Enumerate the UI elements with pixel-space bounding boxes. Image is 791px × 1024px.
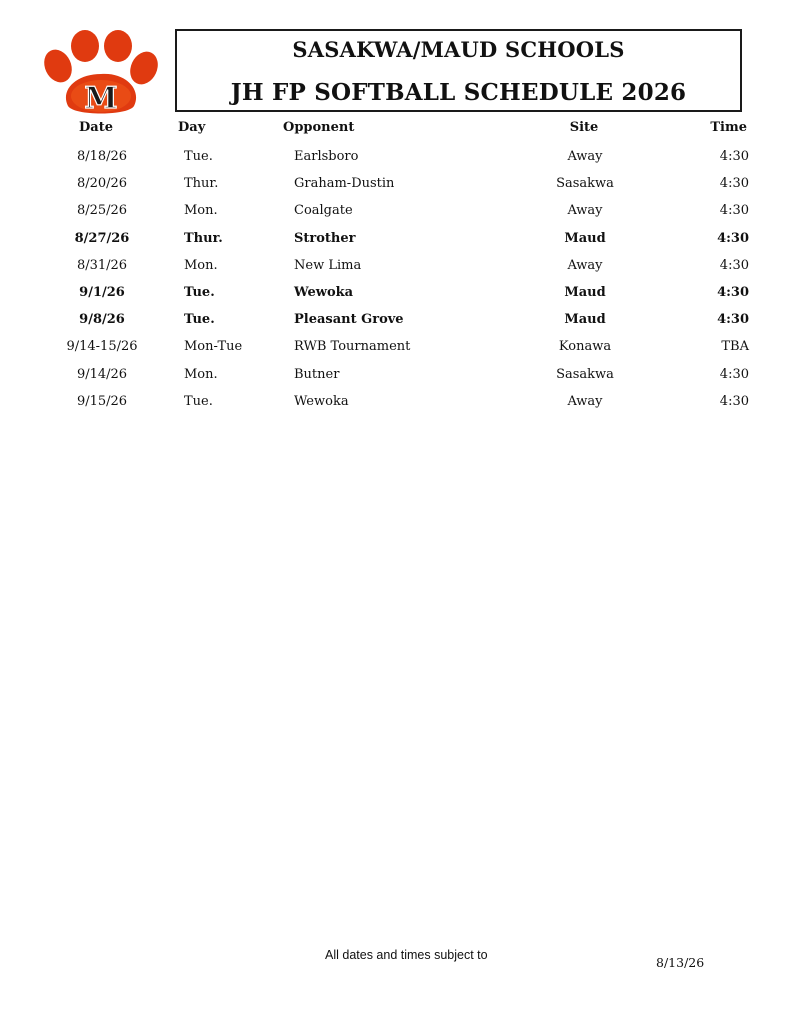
paw-print-icon xyxy=(38,28,164,116)
game-time: 4:30 xyxy=(719,176,749,192)
game-opponent: New Lima xyxy=(294,257,362,273)
game-day: Mon. xyxy=(184,203,218,219)
table-row xyxy=(0,170,791,197)
game-day: Tue. xyxy=(184,149,213,164)
game-date: 8/25/26 xyxy=(76,203,128,219)
game-date: 9/14-15/26 xyxy=(66,339,138,355)
table-row xyxy=(0,143,791,170)
header-time: Time xyxy=(710,120,747,135)
game-date: 8/20/26 xyxy=(76,176,128,192)
game-site: Konawa xyxy=(558,339,612,355)
game-site: Away xyxy=(567,393,603,409)
game-opponent: Earlsboro xyxy=(294,149,359,164)
game-day: Thur. xyxy=(184,230,223,246)
table-header xyxy=(0,116,791,140)
game-day: Mon-Tue xyxy=(184,339,243,355)
footer-date: 8/13/26 xyxy=(656,955,705,970)
game-site: Maud xyxy=(564,312,606,328)
header-date: Date xyxy=(79,120,113,135)
game-opponent: Pleasant Grove xyxy=(294,312,404,328)
game-time: 4:30 xyxy=(717,230,749,246)
game-time: 4:30 xyxy=(719,257,749,273)
game-day: Tue. xyxy=(184,312,215,328)
game-opponent: Coalgate xyxy=(294,203,353,219)
game-opponent: Wewoka xyxy=(294,284,354,300)
game-site: Away xyxy=(567,149,603,164)
game-site: Sasakwa xyxy=(556,366,614,382)
game-site: Maud xyxy=(564,284,606,300)
table-row xyxy=(0,333,791,360)
school-title: SASAKWA/MAUD SCHOOLS xyxy=(292,37,625,62)
table-row xyxy=(0,306,791,333)
game-date: 8/27/26 xyxy=(74,230,130,246)
game-time: 4:30 xyxy=(719,393,749,409)
game-opponent: Wewoka xyxy=(294,393,349,409)
table-row xyxy=(0,361,791,388)
game-day: Tue. xyxy=(184,393,213,409)
game-site: Sasakwa xyxy=(556,176,614,192)
header-site: Site xyxy=(569,120,599,135)
game-time: TBA xyxy=(721,339,749,355)
header-opponent: Opponent xyxy=(283,120,355,135)
game-day: Tue. xyxy=(184,284,215,300)
game-opponent: Graham-Dustin xyxy=(294,176,395,192)
table-row xyxy=(0,279,791,306)
game-time: 4:30 xyxy=(719,149,749,164)
game-site: Away xyxy=(567,257,603,273)
game-opponent: Butner xyxy=(294,366,340,382)
game-date: 9/1/26 xyxy=(79,284,125,300)
game-date: 9/8/26 xyxy=(79,312,125,328)
game-time: 4:30 xyxy=(717,312,749,328)
logo-letter: M xyxy=(84,81,118,116)
game-time: 4:30 xyxy=(717,284,749,300)
game-site: Maud xyxy=(564,230,606,246)
table-row xyxy=(0,252,791,279)
game-opponent: RWB Tournament xyxy=(294,339,411,355)
paw-logo xyxy=(38,28,164,116)
table-row xyxy=(0,388,791,415)
game-time: 4:30 xyxy=(719,203,749,219)
game-day: Mon. xyxy=(184,366,218,382)
footer-note: All dates and times subject to xyxy=(325,948,488,962)
schedule-title: JH FP SOFTBALL SCHEDULE 2026 xyxy=(230,79,687,106)
schedule-table xyxy=(0,116,791,415)
game-day: Mon. xyxy=(184,257,218,273)
game-date: 9/14/26 xyxy=(76,366,128,382)
game-day: Thur. xyxy=(184,176,219,192)
game-date: 8/31/26 xyxy=(76,257,128,273)
game-date: 8/18/26 xyxy=(76,149,128,164)
table-row xyxy=(0,197,791,224)
title-box xyxy=(175,29,742,112)
game-site: Away xyxy=(567,203,603,219)
header-day: Day xyxy=(178,120,206,135)
game-opponent: Strother xyxy=(294,230,356,246)
table-row xyxy=(0,225,791,252)
game-rows xyxy=(0,143,791,415)
game-time: 4:30 xyxy=(719,366,749,382)
game-date: 9/15/26 xyxy=(76,393,128,409)
